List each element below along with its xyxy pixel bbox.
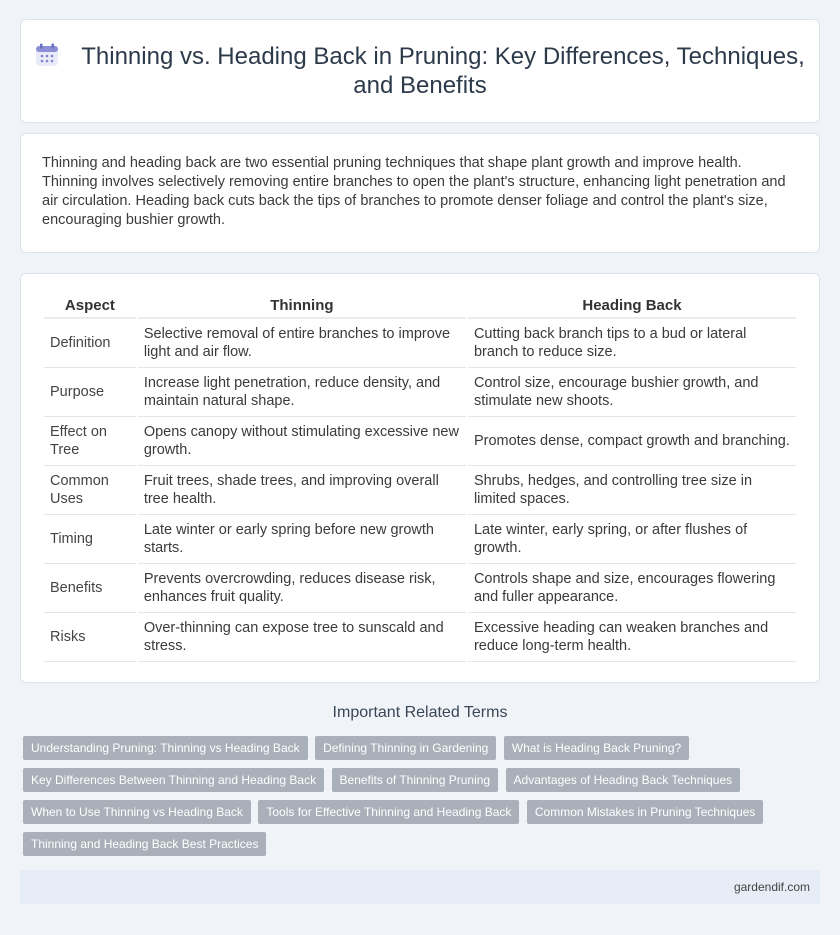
related-term-link[interactable]: Thinning and Heading Back Best Practices	[23, 832, 266, 856]
row-aspect: Benefits	[44, 564, 136, 613]
calendar-icon	[35, 43, 59, 67]
related-terms-list	[23, 736, 813, 864]
header-card	[20, 19, 820, 123]
row-heading-back: Promotes dense, compact growth and branching.	[468, 417, 796, 466]
row-thinning: Increase light penetration, reduce density, and maintain natural shape.	[138, 368, 466, 417]
comparison-card	[20, 273, 820, 683]
related-term-link[interactable]: When to Use Thinning vs Heading Back	[23, 800, 251, 824]
related-term-link[interactable]: Advantages of Heading Back Techniques	[506, 768, 741, 792]
page-title: Thinning vs. Heading Back in Pruning: Key Differences, Techniques, and Benefits	[81, 43, 805, 99]
related-term-link[interactable]: Benefits of Thinning Pruning	[332, 768, 499, 792]
row-heading-back: Controls shape and size, encourages flowering and fuller appearance.	[468, 564, 796, 613]
table-row	[44, 417, 796, 466]
row-aspect: Effect on Tree	[44, 417, 136, 466]
table-row	[44, 515, 796, 564]
row-heading-back: Excessive heading can weaken branches and reduce long-term health.	[468, 613, 796, 662]
related-term-link[interactable]: Key Differences Between Thinning and Heading Back	[23, 768, 324, 792]
table-row	[44, 564, 796, 613]
row-aspect: Common Uses	[44, 466, 136, 515]
row-thinning: Late winter or early spring before new growth starts.	[138, 515, 466, 564]
row-aspect: Timing	[44, 515, 136, 564]
row-heading-back: Late winter, early spring, or after flushes of growth.	[468, 515, 796, 564]
related-term-link[interactable]: Tools for Effective Thinning and Heading Back	[258, 800, 519, 824]
footer-site: gardendif.com	[733, 880, 810, 894]
intro-paragraph: Thinning and heading back are two essential pruning techniques that shape plant growth and improve health. Thinning involves selectively removing entire branches to open the plant's structure, enhancing light penetration and air circulation. Heading back cuts back the tips of branches to promote denser foliage and control the plant's size, encouraging bushier growth.	[42, 155, 786, 228]
table-row	[44, 368, 796, 417]
table-row	[44, 613, 796, 662]
header-aspect: Aspect	[44, 295, 136, 319]
intro-card	[20, 133, 820, 253]
comparison-table	[42, 295, 798, 662]
related-terms-heading: Important Related Terms	[332, 704, 508, 721]
footer	[20, 870, 820, 904]
table-header-row	[44, 295, 796, 319]
row-aspect: Definition	[44, 319, 136, 368]
related-term-link[interactable]: Common Mistakes in Pruning Techniques	[527, 800, 764, 824]
table-row	[44, 319, 796, 368]
row-thinning: Over-thinning can expose tree to sunscald and stress.	[138, 613, 466, 662]
row-heading-back: Control size, encourage bushier growth, and stimulate new shoots.	[468, 368, 796, 417]
row-thinning: Fruit trees, shade trees, and improving overall tree health.	[138, 466, 466, 515]
related-term-link[interactable]: Understanding Pruning: Thinning vs Heading Back	[23, 736, 308, 760]
row-aspect: Purpose	[44, 368, 136, 417]
row-thinning: Prevents overcrowding, reduces disease risk, enhances fruit quality.	[138, 564, 466, 613]
row-heading-back: Shrubs, hedges, and controlling tree size in limited spaces.	[468, 466, 796, 515]
page-title-row	[21, 42, 819, 100]
row-thinning: Opens canopy without stimulating excessive new growth.	[138, 417, 466, 466]
related-term-link[interactable]: What is Heading Back Pruning?	[504, 736, 689, 760]
row-heading-back: Cutting back branch tips to a bud or lateral branch to reduce size.	[468, 319, 796, 368]
table-row	[44, 466, 796, 515]
row-thinning: Selective removal of entire branches to improve light and air flow.	[138, 319, 466, 368]
related-term-link[interactable]: Defining Thinning in Gardening	[315, 736, 496, 760]
header-heading-back: Heading Back	[468, 295, 796, 319]
header-thinning: Thinning	[138, 295, 466, 319]
row-aspect: Risks	[44, 613, 136, 662]
